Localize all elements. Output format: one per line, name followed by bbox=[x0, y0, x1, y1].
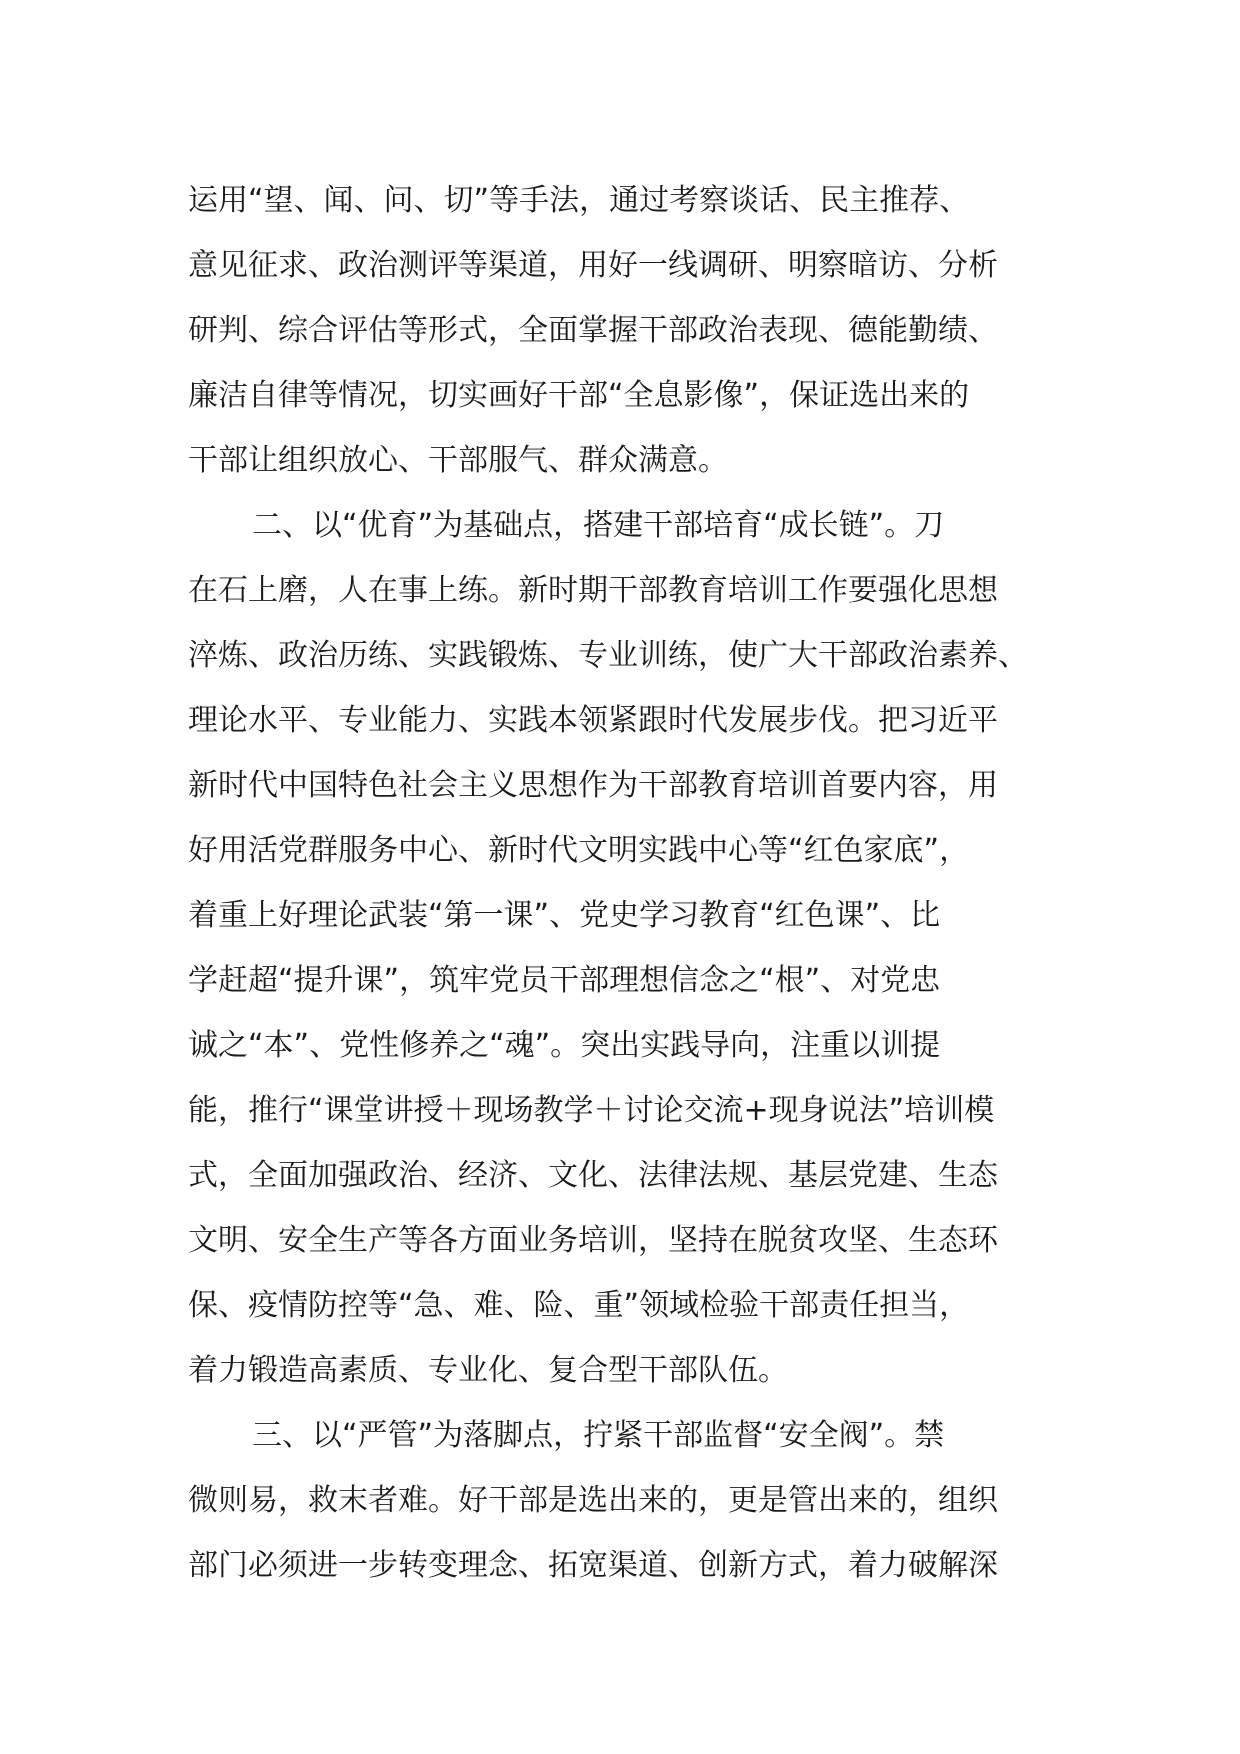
text-line: 式，全面加强政治、经济、文化、法律法规、基层党建、生态 bbox=[188, 1158, 998, 1193]
text-line: 诚之“本”、党性修养之“魂”。突出实践导向，注重以训提 bbox=[188, 1028, 941, 1063]
text-line: 着重上好理论武装“第一课”、党史学习教育“红色课”、比 bbox=[188, 898, 941, 933]
text-line: 学赶超“提升课”，筑牢党员干部理想信念之“根”、对党忠 bbox=[188, 963, 941, 998]
paragraph-section-three bbox=[188, 1403, 1088, 1598]
text-line: 干部让组织放心、干部服气、群众满意。 bbox=[188, 443, 728, 478]
text-line: 理论水平、专业能力、实践本领紧跟时代发展步伐。把习近平 bbox=[188, 703, 998, 738]
text-line: 能，推行“课堂讲授＋现场教学＋讨论交流+现身说法”培训模 bbox=[188, 1093, 995, 1128]
text-line: 部门必须进一步转变理念、拓宽渠道、创新方式，着力破解深 bbox=[188, 1548, 998, 1583]
text-line: 淬炼、政治历练、实践锻炼、专业训练，使广大干部政治素养、 bbox=[188, 638, 1028, 673]
paragraph-continued bbox=[188, 168, 1088, 493]
text-line: 廉洁自律等情况，切实画好干部“全息影像”，保证选出来的 bbox=[188, 378, 970, 413]
document-body bbox=[188, 168, 1088, 1598]
text-line: 保、疫情防控等“急、难、险、重”领域检验干部责任担当， bbox=[188, 1288, 970, 1323]
paragraph-section-two bbox=[188, 493, 1088, 1403]
text-line: 研判、综合评估等形式，全面掌握干部政治表现、德能勤绩、 bbox=[188, 313, 998, 348]
text-line: 在石上磨，人在事上练。新时期干部教育培训工作要强化思想 bbox=[188, 573, 998, 608]
text-line: 着力锻造高素质、专业化、复合型干部队伍。 bbox=[188, 1353, 788, 1388]
text-line: 文明、安全生产等各方面业务培训，坚持在脱贫攻坚、生态环 bbox=[188, 1223, 998, 1258]
text-line: 微则易，救末者难。好干部是选出来的，更是管出来的，组织 bbox=[188, 1483, 998, 1518]
text-line: 运用“望、闻、问、切”等手法，通过考察谈话、民主推荐、 bbox=[188, 183, 970, 218]
section-heading-line: 二、以“优育”为基础点，搭建干部培育“成长链”。刀 bbox=[252, 508, 945, 543]
section-heading-line: 三、以“严管”为落脚点，拧紧干部监督“安全阀”。禁 bbox=[252, 1418, 945, 1453]
text-line: 好用活党群服务中心、新时代文明实践中心等“红色家底”， bbox=[188, 833, 970, 868]
text-line: 新时代中国特色社会主义思想作为干部教育培训首要内容，用 bbox=[188, 768, 998, 803]
text-line: 意见征求、政治测评等渠道，用好一线调研、明察暗访、分析 bbox=[188, 248, 998, 283]
